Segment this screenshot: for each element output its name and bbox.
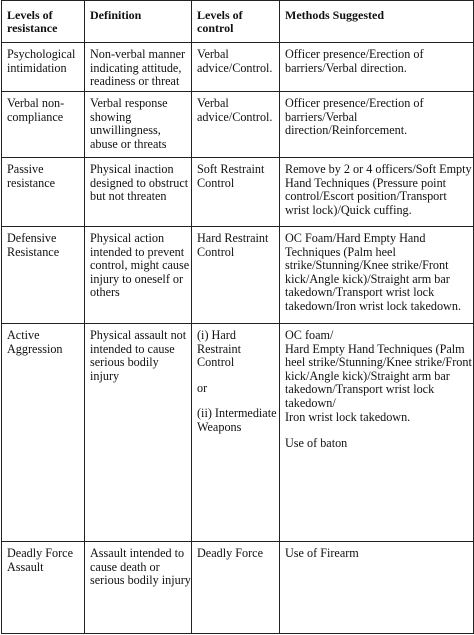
- cell-definition: Assault intended to cause death or serious bodily injury: [85, 542, 192, 634]
- cell-methods: Officer presence/Erection of barriers/Verbal direction.: [280, 43, 474, 92]
- header-definition: Definition: [85, 1, 192, 43]
- cell-methods: Use of Firearm: [280, 542, 474, 634]
- cell-level: Verbal non- compliance: [2, 92, 85, 158]
- cell-level: Psychological intimidation: [2, 43, 85, 92]
- cell-control: Soft Restraint Control: [192, 158, 280, 227]
- cell-methods: OC Foam/Hard Empty Hand Techniques (Palm heel strike/Stunning/Knee strike/Front kick/Angle kick)/Straight arm bar takedown/Transport wrist lock takedown/Iron wrist lock takedown.: [280, 227, 474, 324]
- cell-definition: Non-verbal manner indicating attitude, readiness or threat: [85, 43, 192, 92]
- table-row: [2, 542, 474, 634]
- cell-level: Defensive Resistance: [2, 227, 85, 324]
- cell-level: Deadly Force Assault: [2, 542, 85, 634]
- cell-methods: Officer presence/Erection of barriers/Verbal direction/Reinforcement.: [280, 92, 474, 158]
- cell-level: Active Aggression: [2, 324, 85, 542]
- table-row: [2, 158, 474, 227]
- cell-definition: Physical assault not intended to cause serious bodily injury: [85, 324, 192, 542]
- cell-control: (i) Hard Restraint Control or (ii) Intermediate Weapons: [192, 324, 280, 542]
- header-levels-of-resistance: Levels of resistance: [2, 1, 85, 43]
- cell-methods: OC foam/ Hard Empty Hand Techniques (Palm heel strike/Stunning/Knee strike/Front kick/Angle kick)/Straight arm bar takedown/Transport wrist lock takedown/ Iron wrist lock takedown. Use of baton: [280, 324, 474, 542]
- table-row: [2, 227, 474, 324]
- cell-methods: Remove by 2 or 4 officers/Soft Empty Hand Techniques (Pressure point control/Escort position/Transport wrist lock)/Quick cuffing.: [280, 158, 474, 227]
- cell-definition: Verbal response showing unwillingness, abuse or threats: [85, 92, 192, 158]
- resistance-levels-table: [1, 0, 474, 634]
- cell-control: Hard Restraint Control: [192, 227, 280, 324]
- cell-definition: Physical inaction designed to obstruct but not threaten: [85, 158, 192, 227]
- cell-level: Passive resistance: [2, 158, 85, 227]
- header-levels-of-control: Levels of control: [192, 1, 280, 43]
- header-methods-suggested: Methods Suggested: [280, 1, 474, 43]
- table-row: [2, 43, 474, 92]
- header-row: [2, 1, 474, 43]
- cell-definition: Physical action intended to prevent control, might cause injury to oneself or others: [85, 227, 192, 324]
- table-row: [2, 92, 474, 158]
- cell-control: Verbal advice/Control.: [192, 92, 280, 158]
- cell-control: Deadly Force: [192, 542, 280, 634]
- table-row: [2, 324, 474, 542]
- cell-control: Verbal advice/Control.: [192, 43, 280, 92]
